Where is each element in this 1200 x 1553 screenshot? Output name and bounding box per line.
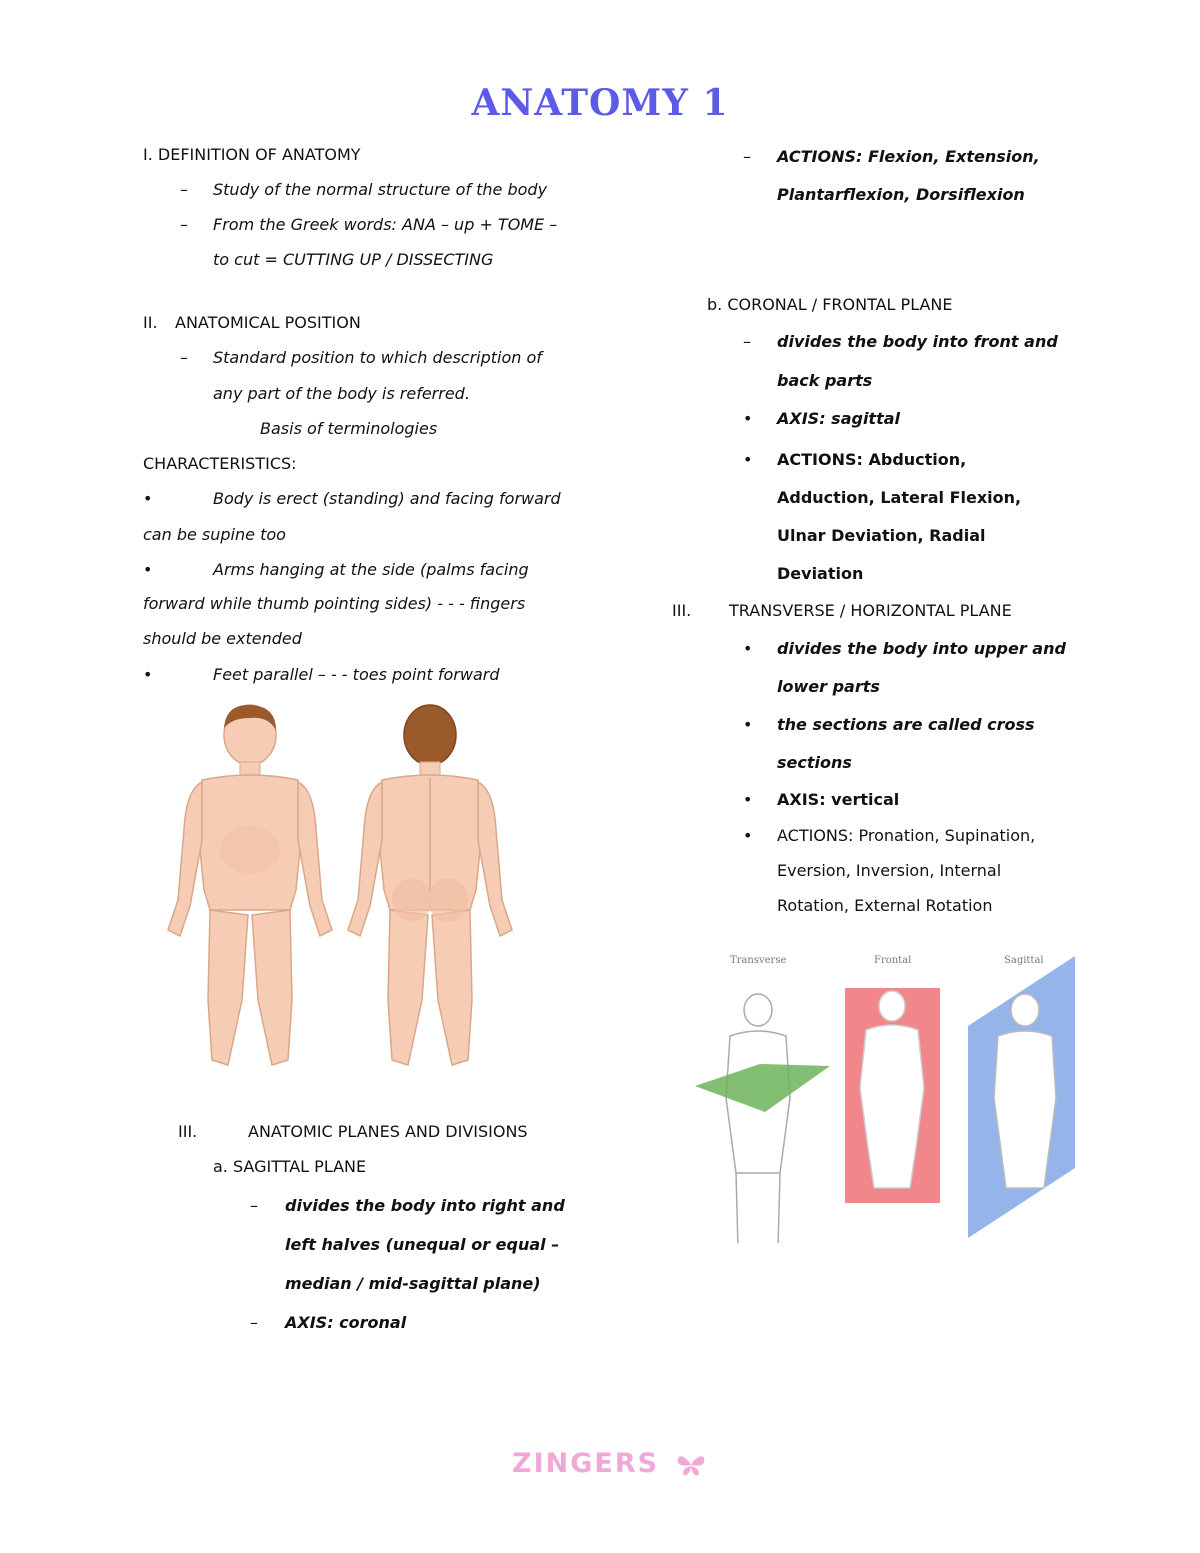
dash-marker: – — [743, 147, 751, 166]
etymology-line: to cut = CUTTING UP / DISSECTING — [213, 250, 494, 269]
characteristic-line: can be supine too — [143, 525, 286, 544]
bullet-marker: • — [743, 450, 753, 469]
footer-brand — [512, 1448, 706, 1479]
characteristic-line: forward while thumb pointing sides) - - - fingers — [143, 594, 526, 613]
definition-line: Study of the normal structure of the body — [213, 180, 548, 199]
transverse-plane-figure — [695, 994, 830, 1243]
etymology-line: From the Greek words: ANA – up + TOME – — [213, 215, 558, 234]
position-line: Basis of terminologies — [260, 419, 438, 438]
bullet-marker: • — [743, 790, 753, 809]
body-planes-illustration — [690, 948, 1090, 1243]
section-heading-position: ANATOMICAL POSITION — [175, 313, 361, 332]
page-title: ANATOMY 1 — [471, 82, 729, 124]
position-line: any part of the body is referred. — [213, 384, 470, 403]
dash-marker: – — [250, 1196, 258, 1215]
characteristic-line: Body is erect (standing) and facing forward — [213, 489, 561, 508]
characteristic-line: should be extended — [143, 629, 302, 648]
transverse-actions-line: Rotation, External Rotation — [777, 896, 993, 915]
sagittal-actions-line: ACTIONS: Flexion, Extension, — [777, 147, 1040, 166]
transverse-line: sections — [777, 753, 852, 772]
bullet-marker: • — [143, 489, 153, 508]
bullet-marker: • — [743, 826, 753, 845]
transverse-actions-line: ACTIONS: Pronation, Supination, — [777, 826, 1036, 845]
anatomical-position-illustration — [150, 700, 520, 1100]
characteristic-line: Arms hanging at the side (palms facing — [213, 560, 529, 579]
transverse-plane — [695, 1064, 830, 1112]
subsection-heading-sagittal: a. SAGITTAL PLANE — [213, 1157, 367, 1176]
transverse-actions-line: Eversion, Inversion, Internal — [777, 861, 1002, 880]
transverse-line: lower parts — [777, 677, 880, 696]
sagittal-plane-figure — [968, 956, 1075, 1238]
bullet-marker: • — [143, 560, 153, 579]
characteristics-heading: CHARACTERISTICS: — [143, 454, 297, 473]
bullet-marker: • — [743, 409, 753, 428]
dash-marker: – — [180, 180, 188, 199]
bullet-marker: • — [743, 639, 753, 658]
butterfly-icon — [676, 1453, 706, 1477]
section-number: III. — [178, 1122, 198, 1141]
coronal-line: divides the body into front and — [777, 332, 1058, 351]
back-view-figure — [348, 705, 512, 1065]
transverse-line: the sections are called cross — [777, 715, 1035, 734]
bullet-marker: • — [143, 665, 153, 684]
transverse-axis-line: AXIS: vertical — [777, 790, 900, 809]
transverse-line: divides the body into upper and — [777, 639, 1066, 658]
sagittal-line: divides the body into right and — [285, 1196, 565, 1215]
subsection-heading-coronal: b. CORONAL / FRONTAL PLANE — [707, 295, 953, 314]
caption-transverse: Transverse — [730, 955, 787, 966]
sagittal-line: median / mid-sagittal plane) — [285, 1274, 541, 1293]
sagittal-axis-line: AXIS: coronal — [285, 1313, 407, 1332]
dash-marker: – — [180, 348, 188, 367]
caption-frontal: Frontal — [874, 955, 912, 966]
sagittal-actions-line: Plantarflexion, Dorsiflexion — [777, 185, 1025, 204]
section-heading-transverse: TRANSVERSE / HORIZONTAL PLANE — [729, 601, 1012, 620]
coronal-actions-line: Ulnar Deviation, Radial — [777, 526, 986, 545]
coronal-actions-line: Deviation — [777, 564, 864, 583]
section-number: III. — [672, 601, 692, 620]
dash-marker: – — [250, 1313, 258, 1332]
coronal-line: back parts — [777, 371, 873, 390]
coronal-actions-line: Adduction, Lateral Flexion, — [777, 488, 1022, 507]
frontal-plane-figure — [845, 988, 940, 1203]
position-line: Standard position to which description of — [213, 348, 542, 367]
section-heading-planes: ANATOMIC PLANES AND DIVISIONS — [248, 1122, 528, 1141]
dash-marker: – — [180, 215, 188, 234]
coronal-actions-line: ACTIONS: Abduction, — [777, 450, 967, 469]
dash-marker: – — [743, 332, 751, 351]
front-view-figure — [168, 705, 332, 1065]
footer-brand-text: ZINGERS — [512, 1448, 660, 1479]
section-heading-definition: I. DEFINITION OF ANATOMY — [143, 145, 361, 164]
section-number: II. — [143, 313, 158, 332]
bullet-marker: • — [743, 715, 753, 734]
caption-sagittal: Sagittal — [1004, 955, 1044, 966]
coronal-axis-line: AXIS: sagittal — [777, 409, 900, 428]
sagittal-line: left halves (unequal or equal – — [285, 1235, 560, 1254]
characteristic-line: Feet parallel – - - toes point forward — [213, 665, 500, 684]
